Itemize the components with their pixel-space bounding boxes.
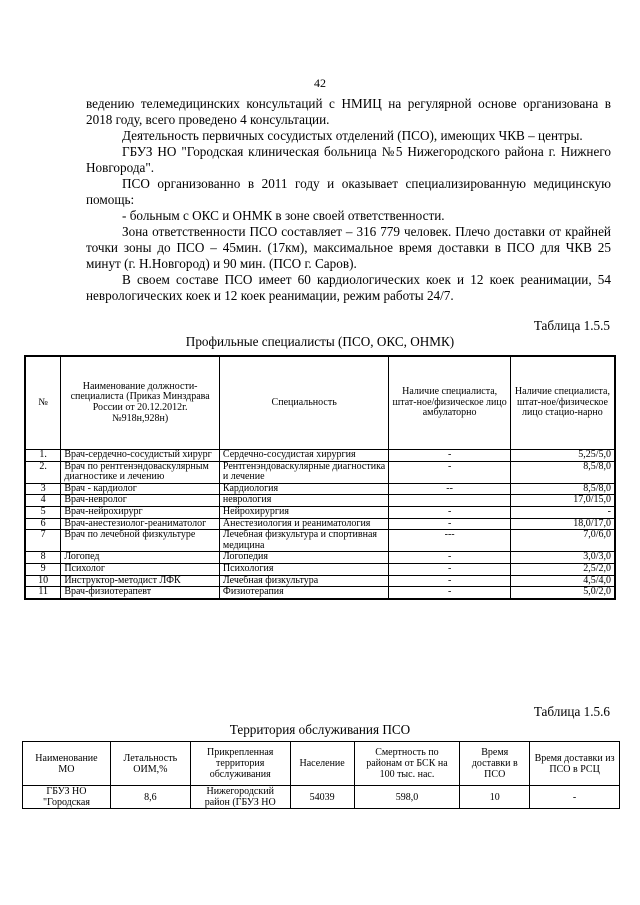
paragraph: ПСО организованно в 2011 году и оказывает специализированную медицинскую помощь: — [86, 176, 611, 207]
table-cell: Анестезиология и реаниматология — [219, 518, 388, 530]
column-header: Время доставки в ПСО — [460, 742, 530, 786]
table-cell: 8,5/8,0 — [510, 483, 615, 495]
column-header: Наименование должности-специалиста (Приказ Минздрава России от 20.12.2012г. №918н,928н) — [61, 356, 220, 450]
table-cell: 7 — [25, 530, 61, 552]
table-row — [25, 575, 615, 587]
table-cell: 11 — [25, 587, 61, 599]
table-cell: 4,5/4,0 — [510, 575, 615, 587]
table-cell: 54039 — [290, 786, 354, 809]
column-header: Смертность по районам от БСК на 100 тыс. нас. — [354, 742, 460, 786]
table-cell: - — [389, 575, 510, 587]
table-cell: Врач-невролог — [61, 495, 220, 507]
table-header-row — [23, 742, 620, 786]
table-cell: Лечебная физкультура и спортивная медицина — [219, 530, 388, 552]
paragraph: ГБУЗ НО "Городская клиническая больница №5 Нижегородского района г. Нижнего Новгорода". — [86, 144, 611, 175]
table-cell: неврология — [219, 495, 388, 507]
column-header: Наличие специалиста, штат-ное/физическое лицо стацио-нарно — [510, 356, 615, 450]
table-cell: 9 — [25, 563, 61, 575]
table-cell: - — [530, 786, 620, 809]
paragraph: Деятельность первичных сосудистых отделений (ПСО), имеющих ЧКВ – центры. — [122, 128, 583, 143]
table-cell: Нейрохирургия — [219, 506, 388, 518]
table-cell: Врач-нейрохирург — [61, 506, 220, 518]
table-cell — [389, 495, 510, 507]
table-cell: Врач по лечебной физкультуре — [61, 530, 220, 552]
column-header: Наименование МО — [23, 742, 111, 786]
specialists-table-body — [25, 450, 615, 599]
table-cell: 10 — [460, 786, 530, 809]
table-cell: ГБУЗ НО "Городская — [23, 786, 111, 809]
table-label: Таблица 1.5.5 — [533, 318, 610, 333]
table-row — [25, 506, 615, 518]
table-cell: Лечебная физкультура — [219, 575, 388, 587]
table-cell: 6 — [25, 518, 61, 530]
table-cell: 1. — [25, 450, 61, 462]
territory-table — [22, 741, 620, 809]
table-cell: 5 — [25, 506, 61, 518]
column-header: Наличие специалиста, штат-ное/физическое лицо амбулаторно — [389, 356, 510, 450]
table-row — [25, 587, 615, 599]
table-cell: Инструктор-методист ЛФК — [61, 575, 220, 587]
table-cell: Нижегородский район (ГБУЗ НО — [190, 786, 290, 809]
column-header: Летальность ОИМ,% — [110, 742, 190, 786]
table-row — [25, 552, 615, 564]
table-cell: Врач-физиотерапевт — [61, 587, 220, 599]
table-cell: Психолог — [61, 563, 220, 575]
table-cell: Логопед — [61, 552, 220, 564]
table-cell: 8,5/8,0 — [510, 461, 615, 483]
table-title: Профильные специалисты (ПСО, ОКС, ОНМК) — [185, 334, 455, 349]
table-cell: - — [510, 506, 615, 518]
table-cell: - — [389, 461, 510, 483]
table-title: Территория обслуживания ПСО — [229, 722, 411, 737]
table-cell: --- — [389, 530, 510, 552]
paragraph: ведению телемедицинских консультаций с НМИЦ на регулярной основе организована в 2018 году, всего проведено 4 консультации. — [86, 96, 611, 127]
column-header: № — [25, 356, 61, 450]
table-cell: - — [389, 450, 510, 462]
table-label: Таблица 1.5.6 — [533, 704, 610, 719]
table-row — [25, 495, 615, 507]
table-cell: 7,0/6,0 — [510, 530, 615, 552]
table-row — [25, 563, 615, 575]
table-cell: Врач-сердечно-сосудистый хирург — [61, 450, 220, 462]
table-cell: 5,25/5,0 — [510, 450, 615, 462]
table-row — [25, 530, 615, 552]
table-cell: 8 — [25, 552, 61, 564]
column-header: Специальность — [219, 356, 388, 450]
table-cell: 2,5/2,0 — [510, 563, 615, 575]
table-cell: Сердечно-сосудистая хирургия — [219, 450, 388, 462]
table-cell: Кардиология — [219, 483, 388, 495]
table-cell: - — [389, 587, 510, 599]
table-cell: Врач по рентгенэндоваскулярным диагностике и лечению — [61, 461, 220, 483]
table-cell: - — [389, 552, 510, 564]
page-number: 42 — [314, 76, 326, 90]
table-cell: 5,0/2,0 — [510, 587, 615, 599]
column-header: Прикрепленная территория обслуживания — [190, 742, 290, 786]
table-cell: - — [389, 563, 510, 575]
table-row — [25, 483, 615, 495]
table-cell: Рентгенэндоваскулярные диагностика и лечение — [219, 461, 388, 483]
table-cell: - — [389, 506, 510, 518]
table-cell: 10 — [25, 575, 61, 587]
paragraph: - больным с ОКС и ОНМК в зоне своей ответственности. — [122, 208, 445, 223]
table-cell: Психология — [219, 563, 388, 575]
specialists-table — [24, 355, 616, 600]
territory-table-body — [23, 786, 620, 809]
table-cell: 4 — [25, 495, 61, 507]
table-cell: 8,6 — [110, 786, 190, 809]
table-cell: 18,0/17,0 — [510, 518, 615, 530]
table-cell: -- — [389, 483, 510, 495]
table-row — [23, 786, 620, 809]
table-row — [25, 518, 615, 530]
table-cell: 2. — [25, 461, 61, 483]
table-row — [25, 450, 615, 462]
table-row — [25, 461, 615, 483]
paragraph: Зона ответственности ПСО составляет – 316 779 человек. Плечо доставки от крайней точки зоны до ПСО – 45мин. (17км), максимальное время доставки в ПСО для ЧКВ 25 минут (г. Н.Новгород) и 90 мин. (ПСО г. Саров). — [86, 224, 611, 271]
table-cell: Физиотерапия — [219, 587, 388, 599]
body-text — [86, 96, 611, 304]
table-cell: 3,0/3,0 — [510, 552, 615, 564]
table-cell: 598,0 — [354, 786, 460, 809]
table-cell: Врач-анестезиолог-реаниматолог — [61, 518, 220, 530]
table-cell: Врач - кардиолог — [61, 483, 220, 495]
paragraph: В своем составе ПСО имеет 60 кардиологических коек и 12 коек реанимации, 54 неврологических коек и 12 коек реанимации, режим работы 24/7. — [86, 272, 611, 303]
column-header: Население — [290, 742, 354, 786]
table-cell: 3 — [25, 483, 61, 495]
table-cell: 17,0/15,0 — [510, 495, 615, 507]
column-header: Время доставки из ПСО в РСЦ — [530, 742, 620, 786]
table-cell: Логопедия — [219, 552, 388, 564]
table-header-row — [25, 356, 615, 450]
table-cell: - — [389, 518, 510, 530]
